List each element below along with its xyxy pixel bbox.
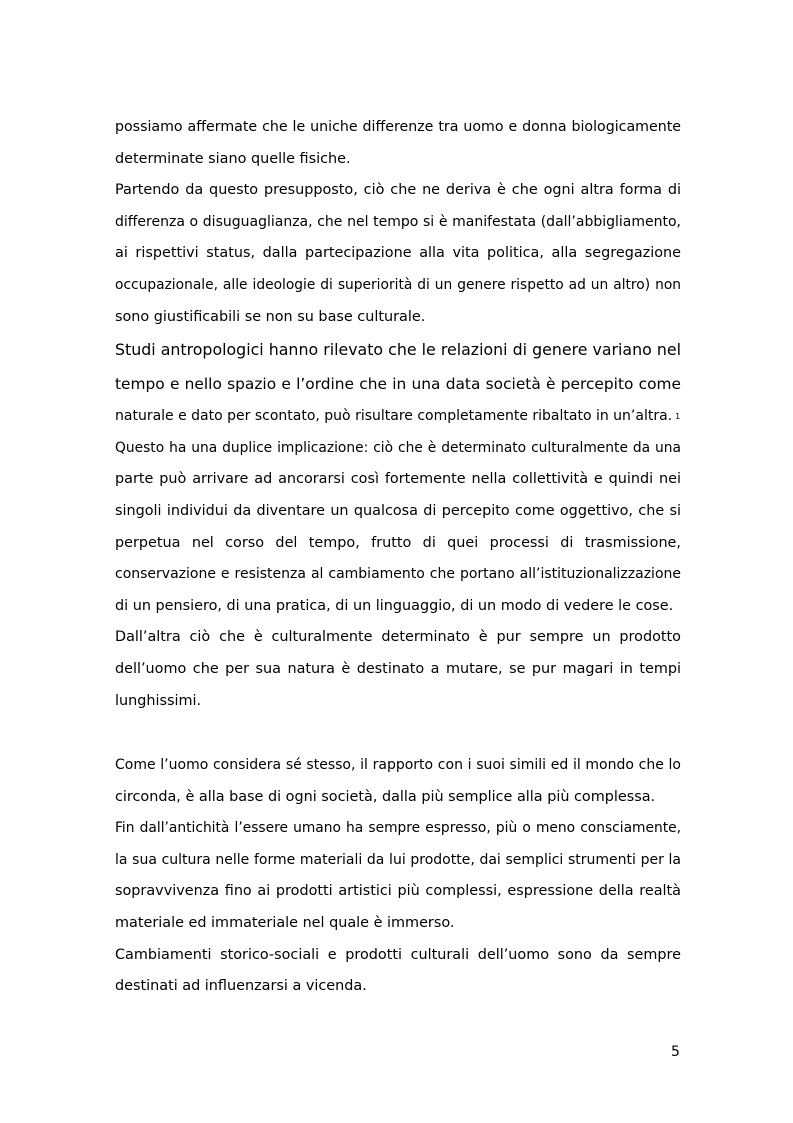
text-line: Fin dall’antichità l’essere umano ha sempre espresso, più o meno consciamente, xyxy=(115,820,681,837)
text-line: Cambiamenti storico-sociali e prodotti culturali dell’uomo sono da sempre xyxy=(115,946,681,963)
text-line: determinate siano quelle fisiche. xyxy=(115,150,351,167)
text-line: occupazionale, alle ideologie di superiorità di un genere rispetto ad un altro) non xyxy=(115,276,681,293)
text-line: conservazione e resistenza al cambiamento che portano all’istituzionalizzazione xyxy=(115,566,681,583)
text-line: parte può arrivare ad ancorarsi così fortemente nella collettività e quindi nei xyxy=(115,471,681,488)
text-line: perpetua nel corso del tempo, frutto di quei processi di trasmissione, xyxy=(115,534,681,551)
text-line: Studi antropologici hanno rilevato che le relazioni di genere variano nel xyxy=(115,340,681,360)
text-line: Dall’altra ciò che è culturalmente determinato è pur sempre un prodotto xyxy=(115,629,681,646)
text-line: ai rispettivi status, dalla partecipazione alla vita politica, alla segregazione xyxy=(115,245,681,262)
text-line: sopravvivenza fino ai prodotti artistici più complessi, espressione della realtà xyxy=(115,883,681,900)
text-line: di un pensiero, di una pratica, di un linguaggio, di un modo di vedere le cose. xyxy=(115,597,674,614)
text-line: Partendo da questo presupposto, ciò che ne deriva è che ogni altra forma di xyxy=(115,182,681,199)
text-line: Questo ha una duplice implicazione: ciò che è determinato culturalmente da una xyxy=(115,439,681,456)
text-line: sono giustificabili se non su base culturale. xyxy=(115,308,426,325)
text-line: singoli individui da diventare un qualcosa di percepito come oggettivo, che si xyxy=(115,502,681,519)
body-text xyxy=(115,112,681,1003)
text-line: materiale ed immateriale nel quale è immerso. xyxy=(115,915,455,932)
text-line-content: naturale e dato per scontato, può risultare completamente ribaltato in un’altra. xyxy=(115,408,673,425)
page-number: 5 xyxy=(671,1044,680,1060)
text-line: circonda, è alla base di ogni società, dalla più semplice alla più complessa. xyxy=(115,788,656,805)
paragraph-gap xyxy=(115,717,681,750)
text-line: differenza o disuguaglianza, che nel tempo si è manifestata (dall’abbigliamento, xyxy=(115,213,681,230)
text-line: destinati ad influenzarsi a vicenda. xyxy=(115,978,367,995)
footnote-marker[interactable]: 1 xyxy=(675,412,681,422)
text-line: lunghissimi. xyxy=(115,692,202,709)
text-line: Come l’uomo considera sé stesso, il rapporto con i suoi simili ed il mondo che lo xyxy=(115,757,681,774)
text-line-with-footnote xyxy=(115,401,681,433)
text-line: possiamo affermate che le uniche differenze tra uomo e donna biologicamente xyxy=(115,119,681,135)
text-line: dell’uomo che per sua natura è destinato a mutare, se pur magari in tempi xyxy=(115,660,681,677)
text-line: tempo e nello spazio e l’ordine che in una data società è percepito come xyxy=(115,375,681,394)
text-line: la sua cultura nelle forme materiali da lui prodotte, dai semplici strumenti per la xyxy=(115,851,681,868)
